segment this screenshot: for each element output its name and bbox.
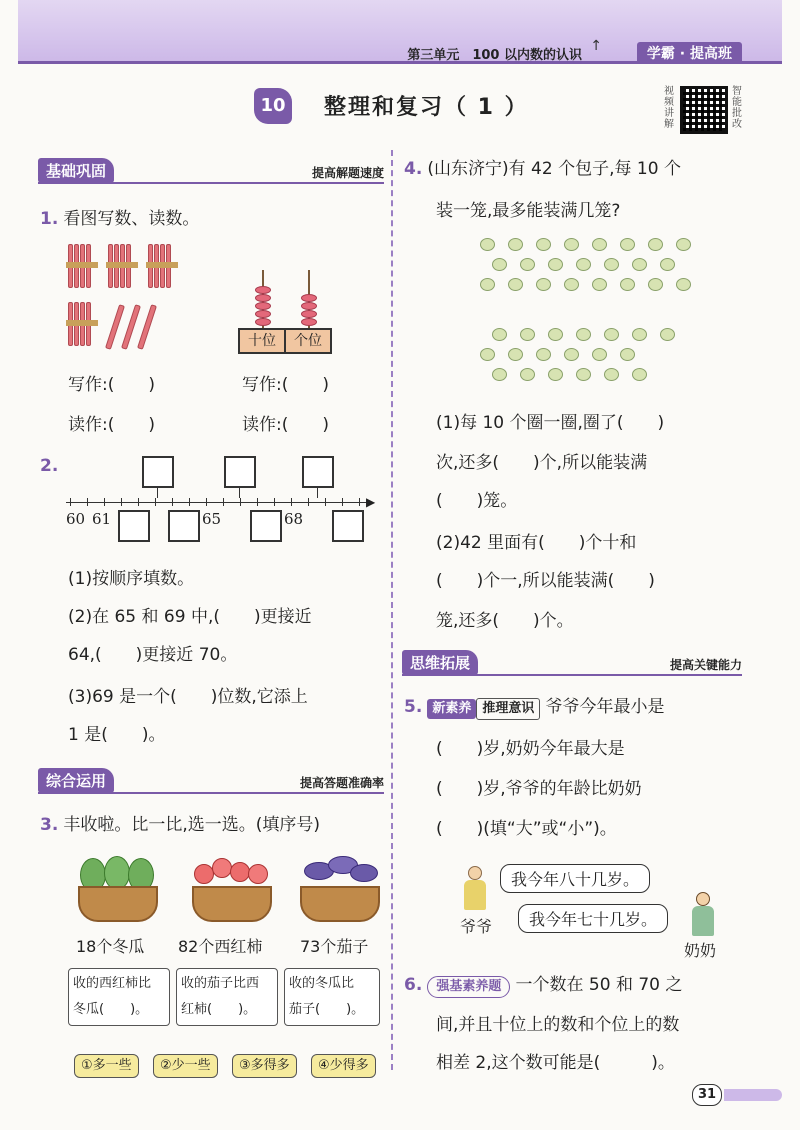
q4-part2b[interactable]: ( )个一,所以能装满( ) xyxy=(436,571,655,591)
section-combined xyxy=(38,768,384,794)
stick-bundle-icon xyxy=(108,244,136,288)
answer-box[interactable] xyxy=(302,456,334,488)
option-pill-1[interactable]: ①多一些 xyxy=(74,1054,139,1078)
q3-number: 3. xyxy=(40,815,59,835)
q2-part3a[interactable]: (3)69 是一个( )位数,它添上 xyxy=(68,687,308,707)
bun-icon xyxy=(520,328,535,341)
q5-number: 5. xyxy=(404,697,423,717)
q2-part2b[interactable]: 64,( )更接近 70。 xyxy=(68,645,238,665)
number-line xyxy=(66,452,380,552)
bead-icon xyxy=(255,318,271,326)
q4-part2a[interactable]: (2)42 里面有( )个十和 xyxy=(436,533,637,553)
bun-icon xyxy=(508,278,523,291)
section-thinking xyxy=(402,650,742,676)
grandma-speech: 我今年七十几岁。 xyxy=(518,904,668,933)
stick-bundle-icon xyxy=(148,244,176,288)
tomato-basket xyxy=(188,856,280,928)
stick-icon xyxy=(137,304,157,350)
q6-number: 6. xyxy=(404,975,423,995)
bead-icon xyxy=(255,294,271,302)
q4-part1b[interactable]: 次,还多( )个,所以能装满 xyxy=(436,453,648,473)
stick-bundle-icon xyxy=(68,244,96,288)
numline-label-68: 68 xyxy=(284,510,304,528)
compare-3-line1: 收的冬瓜比 xyxy=(289,976,355,991)
bun-icon xyxy=(648,278,663,291)
badge-new-literacy: 新素养 xyxy=(427,699,476,719)
lesson-number: 10 xyxy=(254,88,292,124)
answer-box[interactable] xyxy=(332,510,364,542)
bun-icon xyxy=(480,278,495,291)
q2-part2a[interactable]: (2)在 65 和 69 中,( )更接近 xyxy=(68,607,312,627)
section-thinking-title: 思维拓展 xyxy=(402,650,478,675)
section-combined-hint: 提高答题准确率 xyxy=(299,776,384,790)
numline-label-65: 65 xyxy=(202,510,222,528)
q6-line2: 间,并且十位上的数和个位上的数 xyxy=(436,1015,680,1035)
bun-icon xyxy=(520,368,535,381)
page-number: 31 xyxy=(692,1084,722,1106)
bun-icon xyxy=(604,368,619,381)
label-tomato: 82个西红柿 xyxy=(178,937,263,956)
bead-icon xyxy=(255,310,271,318)
brand-label: 学霸 · 提高班 xyxy=(637,42,742,64)
bun-icon xyxy=(576,368,591,381)
compare-1-line1: 收的西红柿比 xyxy=(73,976,152,991)
wax-gourd-basket xyxy=(76,856,168,928)
q4-line2: 装一笼,最多能装满几笼? xyxy=(436,201,621,221)
compare-3-line2: 茄子( )。 xyxy=(289,1002,365,1017)
label-eggplant: 73个茄子 xyxy=(300,937,369,956)
bun-icon xyxy=(536,278,551,291)
q5-line1: 爷爷今年最小是 xyxy=(545,697,665,717)
bun-icon xyxy=(548,258,563,271)
numline-label-61: 61 xyxy=(92,510,112,528)
bead-icon xyxy=(301,310,317,318)
unit-title: 第三单元 100 以内数的认识 xyxy=(407,48,582,63)
bun-icon xyxy=(548,368,563,381)
q6-prompt xyxy=(404,966,682,1004)
label-wax-gourd: 18个冬瓜 xyxy=(76,937,145,956)
arrow-right-icon: ▶ xyxy=(366,495,376,509)
bead-icon xyxy=(255,286,271,294)
q2-part1: (1)按顺序填数。 xyxy=(68,569,195,589)
qr-label-video: 视频讲解 xyxy=(664,86,674,130)
option-pill-2[interactable]: ②少一些 xyxy=(153,1054,218,1078)
q1-text: 看图写数、读数。 xyxy=(63,209,200,229)
bun-icon xyxy=(492,368,507,381)
compare-box-3[interactable] xyxy=(284,968,380,1026)
q6-line3[interactable]: 相差 2,这个数可能是( )。 xyxy=(436,1053,675,1073)
bun-icon xyxy=(480,348,495,361)
bun-icon xyxy=(632,368,647,381)
qr-label-grading: 智能批改 xyxy=(732,86,742,130)
bun-icon xyxy=(620,278,635,291)
answer-box[interactable] xyxy=(118,510,150,542)
numline-label-60: 60 xyxy=(66,510,86,528)
bun-icon xyxy=(576,258,591,271)
q4-number: 4. xyxy=(404,159,423,179)
page-bar xyxy=(724,1089,782,1101)
bun-icon xyxy=(660,258,675,271)
bead-icon xyxy=(301,302,317,310)
grandpa-figure xyxy=(462,866,488,910)
q1-prompt xyxy=(40,200,199,238)
abacus-ones-label: 个位 xyxy=(284,328,332,354)
q4-part2c[interactable]: 笼,还多( )个。 xyxy=(436,611,574,631)
compare-box-2[interactable] xyxy=(176,968,278,1026)
q5-prompt xyxy=(404,688,665,726)
compare-1-line2: 冬瓜( )。 xyxy=(73,1002,149,1017)
eggplant-basket xyxy=(298,856,390,928)
qr-code-icon[interactable] xyxy=(680,86,728,134)
bun-icon xyxy=(492,328,507,341)
bun-icon xyxy=(648,238,663,251)
sticks-illustration xyxy=(60,240,200,360)
bun-icon xyxy=(592,238,607,251)
top-banner xyxy=(18,0,782,64)
compare-box-1[interactable] xyxy=(68,968,170,1026)
bun-icon xyxy=(592,348,607,361)
bun-icon xyxy=(632,258,647,271)
q1-write-left[interactable]: 写作:( ) xyxy=(68,375,155,395)
buns-illustration xyxy=(480,238,710,398)
bun-icon xyxy=(508,348,523,361)
bun-icon xyxy=(564,278,579,291)
bun-icon xyxy=(620,348,635,361)
compare-2-line1: 收的茄子比西 xyxy=(181,976,260,991)
q5-line4[interactable]: ( )(填“大”或“小”)。 xyxy=(436,819,617,839)
q4-part1a[interactable]: (1)每 10 个圈一圈,圈了( ) xyxy=(436,413,665,433)
q3-prompt xyxy=(40,806,320,844)
q1-write-right[interactable]: 写作:( ) xyxy=(242,375,329,395)
bun-icon xyxy=(676,238,691,251)
bun-icon xyxy=(480,238,495,251)
grandma-label: 奶奶 xyxy=(684,941,717,960)
bun-icon xyxy=(660,328,675,341)
bun-icon xyxy=(536,348,551,361)
arrow-up-icon: ↑ xyxy=(590,38,602,54)
q4-prompt xyxy=(404,150,681,188)
bun-icon xyxy=(536,238,551,251)
bun-icon xyxy=(576,328,591,341)
q1-read-right[interactable]: 读作:( ) xyxy=(242,415,329,435)
badge-foundation: 强基素养题 xyxy=(427,976,510,998)
abacus-tens-label: 十位 xyxy=(238,328,286,354)
answer-box[interactable] xyxy=(168,510,200,542)
bun-icon xyxy=(632,328,647,341)
bun-icon xyxy=(676,278,691,291)
q6-line1: 一个数在 50 和 70 之 xyxy=(515,975,683,995)
grandma-figure xyxy=(690,892,716,936)
section-basic-title: 基础巩固 xyxy=(38,158,114,183)
q2-number: 2. xyxy=(40,456,59,476)
compare-2-line2: 红柿( )。 xyxy=(181,1002,257,1017)
q4-line1: (山东济宁)有 42 个包子,每 10 个 xyxy=(427,159,681,179)
q5-line2[interactable]: ( )岁,奶奶今年最大是 xyxy=(436,739,625,759)
bead-icon xyxy=(301,294,317,302)
option-pill-4[interactable]: ④少得多 xyxy=(311,1054,376,1078)
bun-icon xyxy=(564,348,579,361)
bun-icon xyxy=(604,258,619,271)
badge-reasoning: 推理意识 xyxy=(476,698,540,720)
option-pill-3[interactable]: ③多得多 xyxy=(232,1054,297,1078)
bun-icon xyxy=(508,238,523,251)
bead-icon xyxy=(301,318,317,326)
stick-bundle-icon xyxy=(68,302,96,346)
q1-number: 1. xyxy=(40,209,59,229)
section-thinking-hint: 提高关键能力 xyxy=(669,658,742,672)
abacus xyxy=(238,270,334,360)
bun-icon xyxy=(492,258,507,271)
grandpa-label: 爷爷 xyxy=(460,917,493,936)
section-basic xyxy=(38,158,384,184)
answer-box[interactable] xyxy=(224,456,256,488)
q4-part1c[interactable]: ( )笼。 xyxy=(436,491,518,511)
section-basic-hint: 提高解题速度 xyxy=(311,166,384,180)
q5-line3[interactable]: ( )岁,爷爷的年龄比奶奶 xyxy=(436,779,642,799)
section-combined-title: 综合运用 xyxy=(38,768,114,793)
bun-icon xyxy=(604,328,619,341)
answer-box[interactable] xyxy=(142,456,174,488)
bun-icon xyxy=(548,328,563,341)
grandpa-speech: 我今年八十几岁。 xyxy=(500,864,650,893)
bun-icon xyxy=(564,238,579,251)
bun-icon xyxy=(520,258,535,271)
q3-text: 丰收啦。比一比,选一选。(填序号) xyxy=(63,815,321,835)
q1-read-left[interactable]: 读作:( ) xyxy=(68,415,155,435)
answer-box[interactable] xyxy=(250,510,282,542)
bead-icon xyxy=(255,302,271,310)
bun-icon xyxy=(592,278,607,291)
column-divider xyxy=(391,150,393,1070)
bun-icon xyxy=(620,238,635,251)
q2-part3b[interactable]: 1 是( )。 xyxy=(68,725,166,745)
lesson-title: 整理和复习（ 1 ） xyxy=(324,95,529,120)
